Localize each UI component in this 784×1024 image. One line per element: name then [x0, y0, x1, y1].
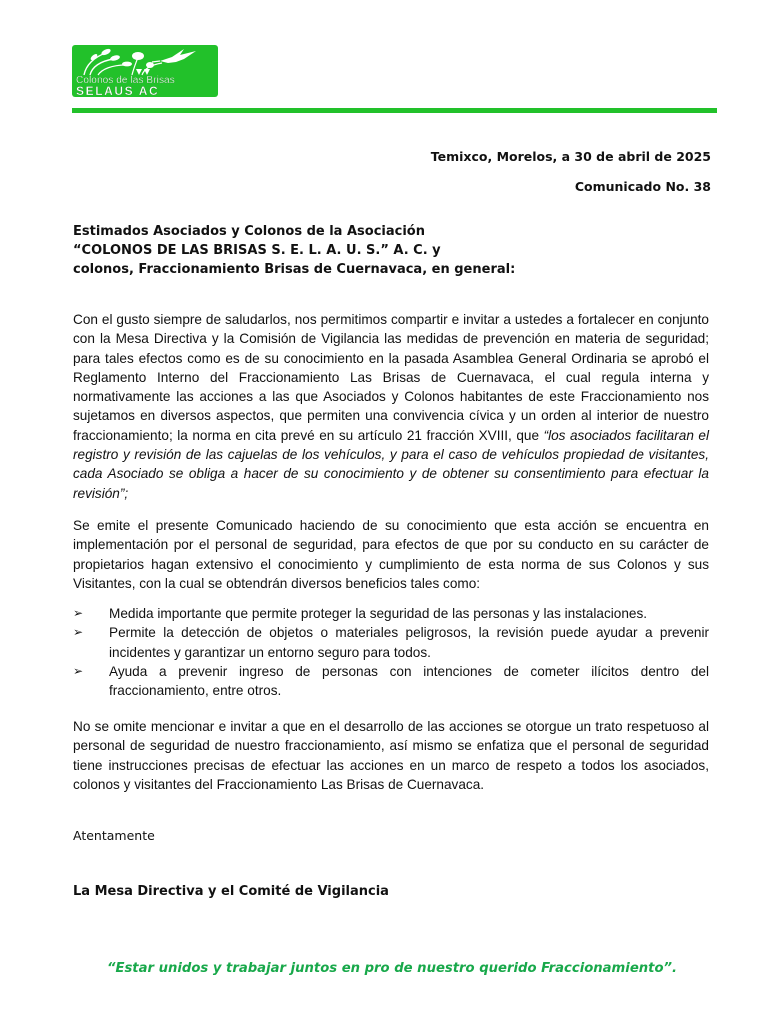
list-item-text: Medida importante que permite proteger la seguridad de las personas y las instalaciones. [109, 606, 648, 621]
greeting-line: Estimados Asociados y Colonos de la Asociación [73, 224, 425, 239]
header-divider [72, 108, 717, 113]
paragraph-implementation: Se emite el presente Comunicado haciendo de su conocimiento que esta acción se encuentra en implementación por el personal de seguridad, para efectos de que por su conducto en su carácter de propietarios hagan extensivo el conocimiento y cumplimiento de esta norma de sus Colonos y sus Visitantes, con la cual se obtendrán diversos beneficios tales como: [73, 518, 709, 591]
logo-text-selaus: SELAUS AC [76, 84, 160, 97]
footer-motto: “Estar unidos y trabajar juntos en pro de nuestro querido Fraccionamiento”. [106, 961, 678, 976]
salutation: Atentamente [73, 828, 155, 843]
list-item [73, 604, 709, 623]
list-item [73, 662, 709, 701]
organization-logo [72, 45, 218, 97]
greeting-line: colonos, Fraccionamiento Brisas de Cuernavaca, en general: [73, 262, 516, 277]
greeting [73, 222, 515, 279]
paragraph-intro-text: Con el gusto siempre de saludarlos, nos permitimos compartir e invitar a ustedes a fortalecer en conjunto con la Mesa Directiva y la Comisión de Vigilancia las medidas de prevención en materia de seguridad; para tales efectos como es de su conocimiento en la pasada Asamblea General Ordinaria se aprobó el Reglamento Interno del Fraccionamiento Las Brisas de Cuernavaca, el cual regula interna y normativamente las acciones a las que Asociados y Colonos habitantes de este Fraccionamiento nos sujetamos en diversos aspectos, que permiten una convivencia cívica y un orden al interior de nuestro fraccionamiento; la norma en cita prevé en su artículo 21 fracción XVIII, que [73, 312, 709, 443]
regulation-quote: “los asociados facilitaran el registro y revisión de las cajuelas de los vehículos, y para el caso de vehículos propiedad de visitantes, cada Asociado se obliga a hacer de su conocimiento y de obtener su consentimiento para efectuar la revisión”; [73, 427, 709, 501]
logo-text-colonos: Colonos de las Brisas [76, 75, 175, 86]
arrow-bullet-icon: ➢ [73, 625, 84, 640]
benefits-list [73, 604, 709, 700]
hummingbird-flowers-icon [72, 45, 218, 77]
communique-number: Comunicado No. 38 [574, 179, 711, 194]
arrow-bullet-icon: ➢ [73, 606, 84, 620]
place-date: Temixco, Morelos, a 30 de abril de 2025 [430, 149, 711, 164]
signer: La Mesa Directiva y el Comité de Vigilancia [73, 884, 389, 899]
arrow-bullet-icon: ➢ [73, 663, 84, 678]
list-item [73, 623, 709, 662]
list-item-text: Ayuda a prevenir ingreso de personas con intenciones de cometer ilícitos dentro del fraccionamiento, entre otros. [109, 663, 709, 699]
paragraph-intro [73, 310, 709, 503]
list-item-text: Permite la detección de objetos o materiales peligrosos, la revisión puede ayudar a prevenir incidentes y garantizar un entorno seguro para todos. [109, 625, 709, 660]
greeting-line: “COLONOS DE LAS BRISAS S. E. L. A. U. S.” A. C. y [73, 243, 441, 258]
paragraph-respect: No se omite mencionar e invitar a que en el desarrollo de las acciones se otorgue un trato respetuoso al personal de seguridad de nuestro fraccionamiento, así mismo se enfatiza que el personal de seguridad tiene instrucciones precisas de efectuar las acciones en un marco de respeto a todos los asociados, colonos y visitantes del Fraccionamiento Las Brisas de Cuernavaca. [73, 719, 709, 792]
